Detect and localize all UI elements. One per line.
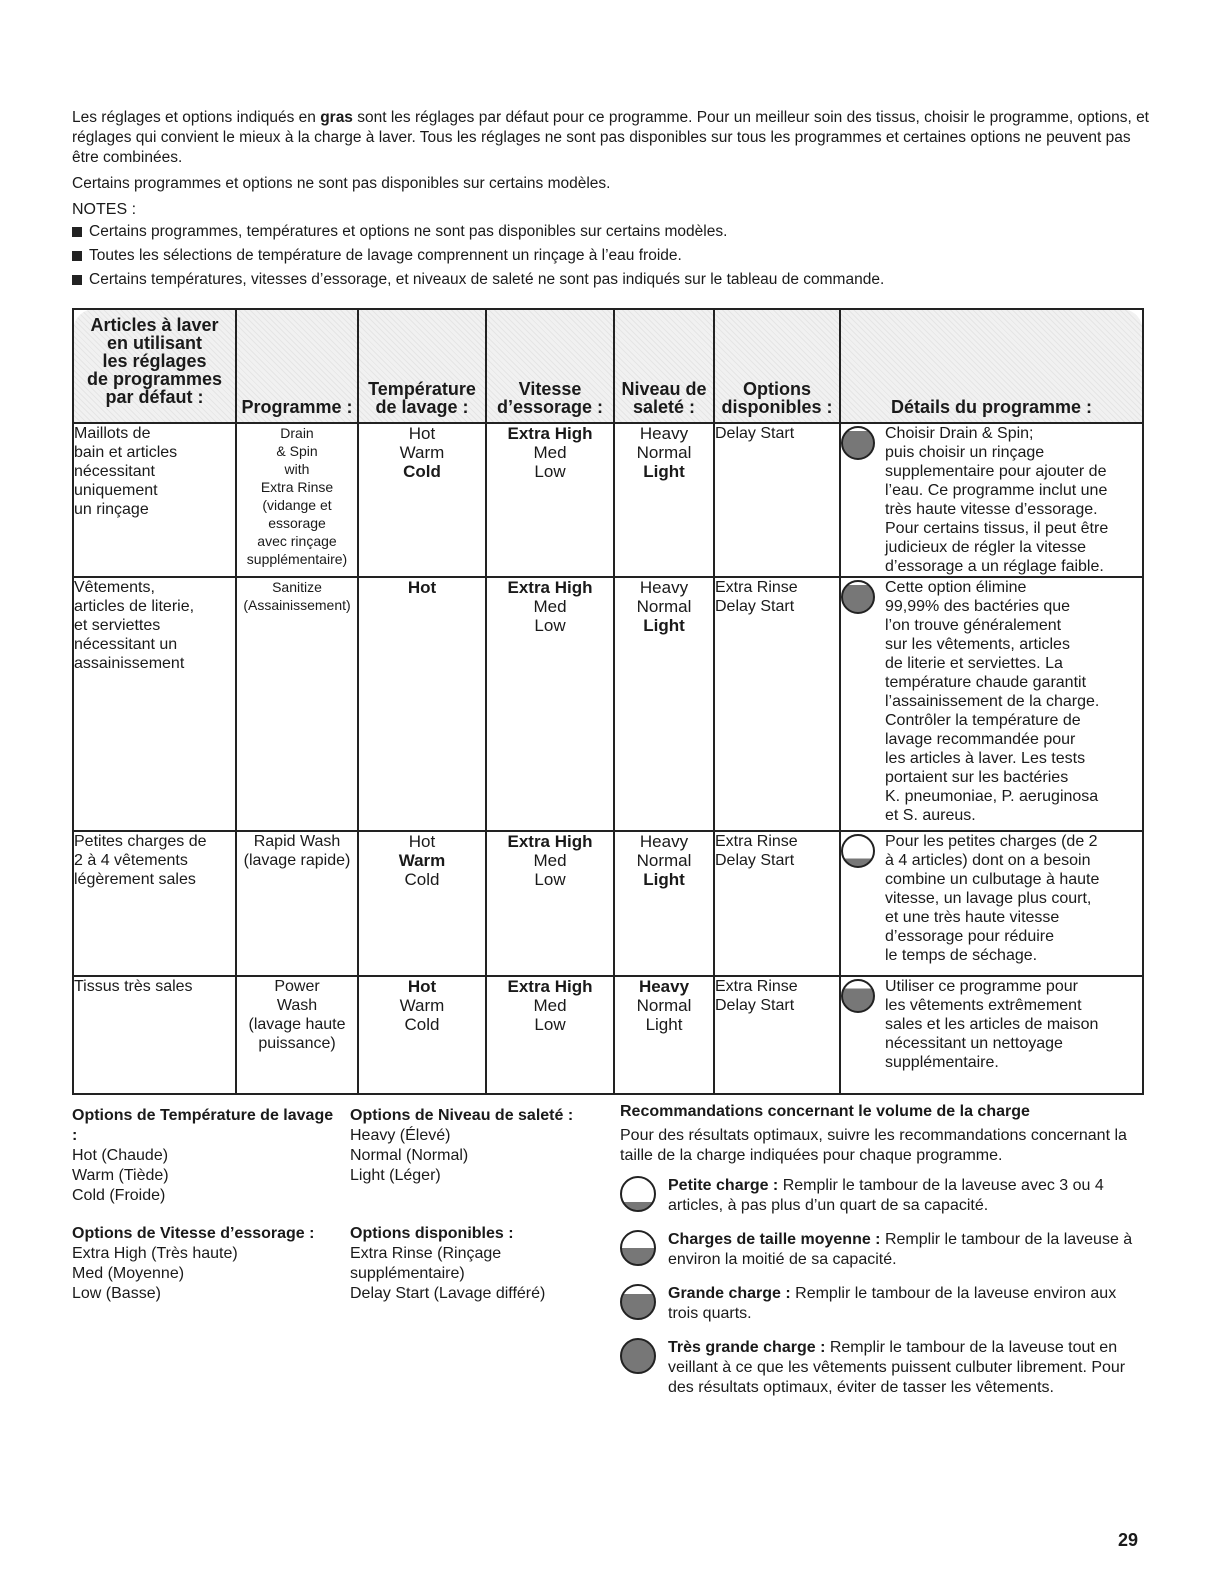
header-line: Articles à laver <box>90 315 219 335</box>
details-line: 99,99% des bactéries que <box>885 598 1071 615</box>
spin-speed-value: Extra High <box>507 832 593 851</box>
load-size-icon <box>620 1176 656 1212</box>
legend-item: Warm (Tiède) <box>72 1167 169 1184</box>
articles-line: nécessitant un <box>74 636 178 653</box>
programme-cell <box>236 423 358 577</box>
details-line: Choisir Drain & Spin; <box>885 425 1034 442</box>
details-line: supplementaire pour ajouter de <box>885 463 1107 480</box>
details-line: judicieux de régler la vitesse <box>885 539 1086 556</box>
load-size-icon <box>620 1230 656 1266</box>
details-cell <box>840 577 1143 831</box>
soil-options-title: Options de Niveau de saleté : <box>350 1107 574 1124</box>
soil-level-value: Normal <box>636 597 692 616</box>
option-value: Delay Start <box>715 425 795 442</box>
soil-level-value: Light <box>643 870 685 889</box>
soil-level-value: Heavy <box>639 832 689 851</box>
soil-level-cell <box>614 423 714 577</box>
recommendation-text <box>668 1230 1150 1270</box>
articles-line: Tissus très sales <box>74 978 193 995</box>
spin-speed-cell <box>486 831 614 976</box>
load-size-icon <box>841 979 875 1013</box>
details-line: lavage recommandée pour <box>885 731 1076 748</box>
soil-level-value: Normal <box>636 996 692 1015</box>
details-line: puis choisir un rinçage <box>885 444 1045 461</box>
details-cell <box>840 831 1143 976</box>
available-options-title: Options disponibles : <box>350 1225 514 1242</box>
programme-line: essorage <box>268 515 326 531</box>
articles-line: articles de literie, <box>74 598 195 615</box>
details-line: les articles à laver. Les tests <box>885 750 1086 767</box>
option-value: Delay Start <box>715 598 795 615</box>
available-options-legend <box>350 1224 610 1304</box>
note-text: Toutes les sélections de température de lavage comprennent un rinçage à l’eau froide. <box>89 247 682 264</box>
details-line: d’essorage a un réglage faible. <box>885 558 1104 575</box>
spin-speed-value: Low <box>534 462 566 481</box>
legend-item: Heavy (Élevé) <box>350 1127 451 1144</box>
details-content <box>841 832 1142 965</box>
recommendation-text <box>668 1284 1150 1324</box>
details-line: les vêtements extrêmement <box>885 997 1082 1014</box>
temperature-value: Cold <box>404 1015 440 1034</box>
header-line: en utilisant <box>106 333 202 353</box>
programme-line: (lavage rapide) <box>243 852 351 869</box>
option-value: Extra Rinse <box>715 833 798 850</box>
recommendation-item <box>620 1284 1150 1324</box>
header-details <box>840 309 1143 423</box>
header-vitesse <box>486 309 614 423</box>
details-content <box>841 578 1142 825</box>
details-line: nécessitant un nettoyage <box>885 1035 1063 1052</box>
details-text <box>885 578 1142 825</box>
spin-speed-value: Extra High <box>507 578 593 597</box>
recommendation-text <box>668 1176 1150 1216</box>
articles-line: uniquement <box>74 482 158 499</box>
details-line: très haute vitesse d’essorage. <box>885 501 1098 518</box>
header-line: saleté : <box>632 397 696 417</box>
recommendation-item <box>620 1338 1150 1398</box>
temperature-value: Hot <box>408 832 436 851</box>
notes-title: NOTES : <box>72 201 137 218</box>
spin-speed-value: Extra High <box>507 424 593 443</box>
recommendation-description: Remplir le tambour de la laveuse avec 3 ou 4 articles, à pas plus d’un quart de sa capacité. <box>668 1177 1104 1214</box>
soil-level-value: Light <box>645 1015 683 1034</box>
intro-models-note: Certains programmes et options ne sont pas disponibles sur certains modèles. <box>72 175 611 192</box>
recommendations-intro: Pour des résultats optimaux, suivre les recommandations concernant la taille de la charge indiquées pour chaque programme. <box>620 1127 1127 1164</box>
details-line: à 4 articles) dont on a besoin <box>885 852 1091 869</box>
legend-item: Light (Léger) <box>350 1167 441 1184</box>
note-item <box>72 222 1152 242</box>
details-line: vitesse, un lavage plus court, <box>885 890 1092 907</box>
load-size-icon <box>841 834 875 868</box>
recommendation-description: Remplir le tambour de la laveuse à environ la moitié de sa capacité. <box>668 1231 1133 1268</box>
details-content <box>841 424 1142 576</box>
programme-line: Drain <box>280 425 314 441</box>
recommendations-title: Recommandations concernant le volume de la charge <box>620 1103 1030 1120</box>
details-line: de literie et serviettes. La <box>885 655 1063 672</box>
details-text <box>885 832 1142 965</box>
temperature-value: Hot <box>407 977 437 996</box>
details-line: l’assainissement de la charge. <box>885 693 1100 710</box>
header-programme <box>236 309 358 423</box>
header-line: les réglages <box>102 351 207 371</box>
soil-level-cell <box>614 577 714 831</box>
option-value: Extra Rinse <box>715 978 798 995</box>
programme-line: with <box>284 461 310 477</box>
spin-speed-value: Med <box>533 851 567 870</box>
legend-item: Normal (Normal) <box>350 1147 469 1164</box>
page-number: 29 <box>1118 1530 1139 1550</box>
header-articles <box>73 309 236 423</box>
header-line: Température <box>368 379 476 399</box>
program-table-wrapper <box>72 308 1142 1097</box>
details-line: sales et les articles de maison <box>885 1016 1099 1033</box>
legend-item: Low (Basse) <box>72 1285 161 1302</box>
programme-line: puissance) <box>258 1035 336 1052</box>
temp-options-legend <box>72 1106 342 1206</box>
note-text: Certains programmes, températures et options ne sont pas disponibles sur certains modèles. <box>89 223 728 240</box>
recommendation-label: Grande charge : <box>668 1285 791 1302</box>
table-row <box>73 577 1143 831</box>
legend-item: Extra Rinse (Rinçage <box>350 1245 502 1262</box>
intro-bold-word: gras <box>320 109 353 126</box>
legend-item: supplémentaire) <box>350 1265 465 1282</box>
articles-line: assainissement <box>74 655 185 672</box>
articles-cell <box>73 831 236 976</box>
programme-cell <box>236 831 358 976</box>
details-line: K. pneumoniae, P. aeruginosa <box>885 788 1099 805</box>
soil-level-value: Light <box>643 616 685 635</box>
articles-line: Petites charges de <box>74 833 207 850</box>
header-line: par défaut : <box>105 387 204 407</box>
recommendation-description: Remplir le tambour de la laveuse tout en veillant à ce que les vêtements puissent culbuter librement. Pour des résultats optimaux, éviter de tasser les vêtements. <box>668 1339 1126 1396</box>
details-line: supplémentaire. <box>885 1054 999 1071</box>
details-line: Contrôler la température de <box>885 712 1081 729</box>
details-line: Cette option élimine <box>885 579 1027 596</box>
spin-speed-value: Med <box>533 443 567 462</box>
header-line: Niveau de <box>621 379 707 399</box>
programme-line: Rapid Wash <box>253 833 341 850</box>
options-cell <box>714 577 840 831</box>
articles-line: un rinçage <box>74 501 149 518</box>
temperature-value: Hot <box>407 578 437 597</box>
spin-speed-value: Low <box>534 870 566 889</box>
load-size-icon <box>841 580 875 614</box>
articles-cell <box>73 423 236 577</box>
intro-text-start: Les réglages et options indiqués en <box>72 109 321 126</box>
recommendations-list <box>620 1176 1150 1398</box>
spin-speed-value: Low <box>534 1015 566 1034</box>
legend-item: Extra High (Très haute) <box>72 1245 238 1262</box>
recommendation-text <box>668 1338 1150 1398</box>
temperature-cell <box>358 423 486 577</box>
program-table <box>72 308 1144 1095</box>
header-line: Détails du programme : <box>890 397 1093 417</box>
soil-level-value: Heavy <box>639 578 689 597</box>
header-temperature <box>358 309 486 423</box>
spin-speed-value: Low <box>534 616 566 635</box>
programme-line: avec rinçage <box>257 533 337 549</box>
recommendation-item <box>620 1230 1150 1270</box>
details-line: portaient sur les bactéries <box>885 769 1069 786</box>
details-line: Utiliser ce programme pour <box>885 978 1078 995</box>
details-line: le temps de séchage. <box>885 947 1038 964</box>
square-bullet-icon <box>72 275 82 285</box>
header-line: disponibles : <box>721 397 833 417</box>
header-line: de programmes <box>86 369 223 389</box>
details-line: Pour les petites charges (de 2 <box>885 833 1098 850</box>
soil-level-cell <box>614 831 714 976</box>
load-size-icon <box>620 1284 656 1320</box>
articles-line: et serviettes <box>74 617 161 634</box>
programme-line: & Spin <box>276 443 318 459</box>
temp-options-title: Options de Température de lavage : <box>72 1107 334 1144</box>
articles-line: 2 à 4 vêtements <box>74 852 188 869</box>
details-line: et S. aureus. <box>885 807 976 824</box>
soil-level-value: Heavy <box>638 977 690 996</box>
articles-cell <box>73 577 236 831</box>
options-cell <box>714 976 840 1094</box>
load-size-icon <box>841 426 875 460</box>
note-item <box>72 246 1152 266</box>
header-line: Options <box>743 379 811 399</box>
recommendation-description: Remplir le tambour de la laveuse environ aux trois quarts. <box>668 1285 1117 1322</box>
intro-section <box>72 108 1152 294</box>
load-recommendations <box>620 1102 1150 1412</box>
note-text: Certains températures, vitesses d’essorage, et niveaux de saleté ne sont pas indiqués sur le tableau de commande. <box>89 271 885 288</box>
recommendation-label: Très grande charge : <box>668 1339 826 1356</box>
square-bullet-icon <box>72 251 82 261</box>
details-line: d’essorage pour réduire <box>885 928 1054 945</box>
header-line: Programme : <box>241 397 353 417</box>
table-header-row <box>73 309 1143 423</box>
soil-level-value: Normal <box>636 851 692 870</box>
soil-level-value: Light <box>643 462 685 481</box>
details-text <box>885 977 1142 1072</box>
legend-column-soil-avail <box>350 1106 610 1322</box>
temperature-value: Cold <box>404 870 440 889</box>
temperature-value: Warm <box>398 851 446 870</box>
programme-line: Extra Rinse <box>260 479 334 495</box>
programme-line: (Assainissement) <box>243 597 351 613</box>
temperature-cell <box>358 577 486 831</box>
table-body <box>73 423 1143 1094</box>
details-line: combine un culbutage à haute <box>885 871 1100 888</box>
square-bullet-icon <box>72 227 82 237</box>
programme-line: (lavage haute <box>248 1016 346 1033</box>
intro-paragraph <box>72 108 1152 168</box>
option-value: Delay Start <box>715 852 795 869</box>
recommendation-label: Petite charge : <box>668 1177 779 1194</box>
spin-options-legend <box>72 1224 342 1304</box>
details-line: l’eau. Ce programme inclut une <box>885 482 1108 499</box>
details-text <box>885 424 1142 576</box>
legend-item: Hot (Chaude) <box>72 1147 169 1164</box>
programme-line: Wash <box>276 997 318 1014</box>
articles-line: nécessitant <box>74 463 155 480</box>
programme-line: Power <box>274 978 320 995</box>
legend-item: Cold (Froide) <box>72 1187 166 1204</box>
programme-line: Sanitize <box>272 579 322 595</box>
legend-column-temp-spin <box>72 1106 342 1322</box>
recommendation-label: Charges de taille moyenne : <box>668 1231 881 1248</box>
programme-line: supplémentaire) <box>246 551 348 567</box>
programme-cell <box>236 976 358 1094</box>
details-line: Pour certains tissus, il peut être <box>885 520 1109 537</box>
intro-text-end: sont les réglages par défaut pour ce programme. Pour un meilleur soin des tissus, choisir le programme, options, et réglages qui convient le mieux à la charge à laver. Tous les réglages ne sont pas disponibles sur tous les programmes et certaines options ne peuvent pas être combinées. <box>72 109 1149 166</box>
details-line: sur les vêtements, articles <box>885 636 1070 653</box>
articles-line: légèrement sales <box>74 871 196 888</box>
temperature-value: Hot <box>408 424 436 443</box>
spin-options-title: Options de Vitesse d’essorage : <box>72 1225 315 1242</box>
details-line: et une très haute vitesse <box>885 909 1060 926</box>
spin-speed-value: Extra High <box>507 977 593 996</box>
soil-level-value: Normal <box>636 443 692 462</box>
soil-level-value: Heavy <box>639 424 689 443</box>
temperature-value: Warm <box>399 996 445 1015</box>
details-line: température chaude garantit <box>885 674 1087 691</box>
temperature-value: Cold <box>403 462 441 481</box>
programme-line: (vidange et <box>262 497 332 513</box>
spin-speed-value: Med <box>533 597 567 616</box>
spin-speed-value: Med <box>533 996 567 1015</box>
header-niveau <box>614 309 714 423</box>
temperature-cell <box>358 976 486 1094</box>
note-item <box>72 270 1152 290</box>
table-row <box>73 831 1143 976</box>
header-line: de lavage : <box>375 397 469 417</box>
option-value: Extra Rinse <box>715 579 798 596</box>
soil-level-cell <box>614 976 714 1094</box>
temperature-cell <box>358 831 486 976</box>
details-line: l’on trouve généralement <box>885 617 1062 634</box>
soil-options-legend <box>350 1106 610 1186</box>
details-content <box>841 977 1142 1072</box>
articles-line: bain et articles <box>74 444 178 461</box>
spin-speed-cell <box>486 423 614 577</box>
articles-line: Maillots de <box>74 425 151 442</box>
spin-speed-cell <box>486 577 614 831</box>
options-cell <box>714 423 840 577</box>
details-cell <box>840 423 1143 577</box>
details-cell <box>840 976 1143 1094</box>
recommendation-item <box>620 1176 1150 1216</box>
options-cell <box>714 831 840 976</box>
load-size-icon <box>620 1338 656 1374</box>
header-line: d’essorage : <box>496 397 604 417</box>
option-value: Delay Start <box>715 997 795 1014</box>
header-options <box>714 309 840 423</box>
legend-item: Delay Start (Lavage différé) <box>350 1285 546 1302</box>
spin-speed-cell <box>486 976 614 1094</box>
legend-item: Med (Moyenne) <box>72 1265 185 1282</box>
articles-line: Vêtements, <box>74 579 155 596</box>
temperature-value: Warm <box>399 443 445 462</box>
programme-cell <box>236 577 358 831</box>
table-row <box>73 976 1143 1094</box>
table-row <box>73 423 1143 577</box>
header-line: Vitesse <box>518 379 582 399</box>
articles-cell <box>73 976 236 1094</box>
